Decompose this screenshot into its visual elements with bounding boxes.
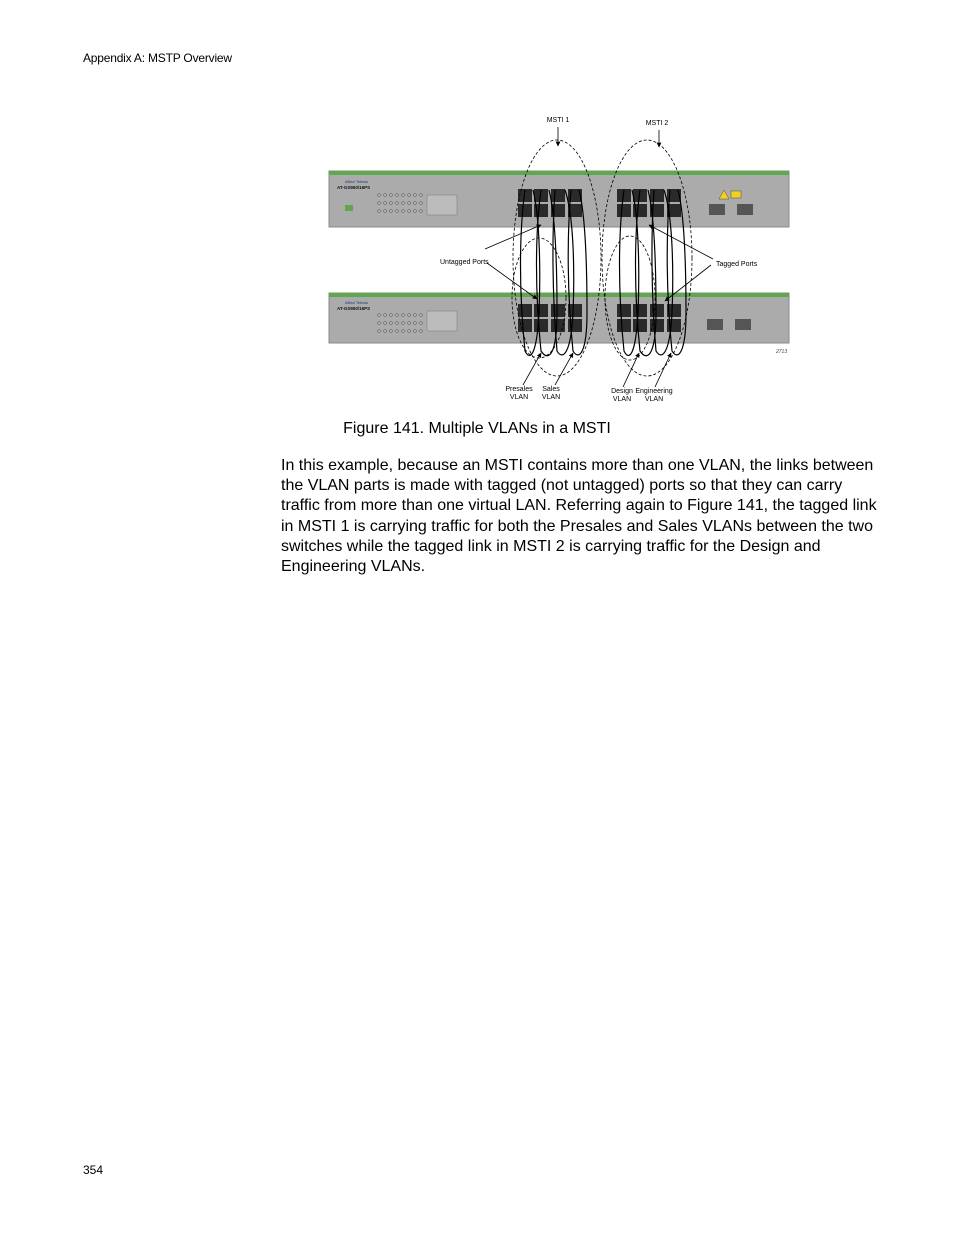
network-diagram	[327, 113, 795, 405]
design-vlan-label-line2: VLAN	[612, 396, 632, 403]
presales-vlan-label-line1: Presales	[505, 386, 533, 393]
sales-vlan-label-line1: Sales	[542, 386, 560, 393]
brand-logo: Allied Telesis	[345, 300, 369, 305]
brand-logo: Allied Telesis	[345, 179, 369, 184]
engineering-vlan-label-line2: VLAN	[644, 396, 664, 403]
switch-model-label: AT-GS950/16PS	[337, 185, 371, 190]
engineering-vlan-label-line1: Engineering	[635, 388, 673, 395]
figure-id-label: 2713	[776, 349, 788, 355]
body-text	[281, 456, 881, 577]
running-header: Appendix A: MSTP Overview	[83, 51, 232, 65]
msti2-label: MSTI 2	[645, 120, 669, 127]
sales-vlan-label-line2: VLAN	[541, 394, 561, 401]
figure-caption: Figure 141. Multiple VLANs in a MSTI	[343, 420, 611, 437]
callout-arrows	[485, 127, 713, 387]
design-vlan-label-line1: Design	[611, 388, 633, 395]
tagged-ports-label: Tagged Ports	[716, 261, 758, 268]
msti-vlan-figure	[327, 113, 795, 405]
page-number: 354	[83, 1163, 104, 1177]
switch-model-label: AT-GS950/16PS	[337, 306, 371, 311]
body-paragraph: In this example, because an MSTI contains more than one VLAN, the links between the VLAN parts is made with tagged (not untagged) ports so that they can carry traffic from more than one virtual LAN. Referring again to Figure 141, the tagged link in MSTI 1 is carrying traffic for both the Presales and Sales VLANs between the two switches while the tagged link in MSTI 2 is carrying traffic for the Design and Engineering VLANs.	[281, 457, 877, 576]
untagged-ports-label: Untagged Ports	[440, 259, 489, 266]
bottom-switch	[329, 293, 789, 343]
msti1-label: MSTI 1	[546, 117, 570, 124]
top-switch	[329, 171, 789, 227]
presales-vlan-label-line2: VLAN	[509, 394, 529, 401]
